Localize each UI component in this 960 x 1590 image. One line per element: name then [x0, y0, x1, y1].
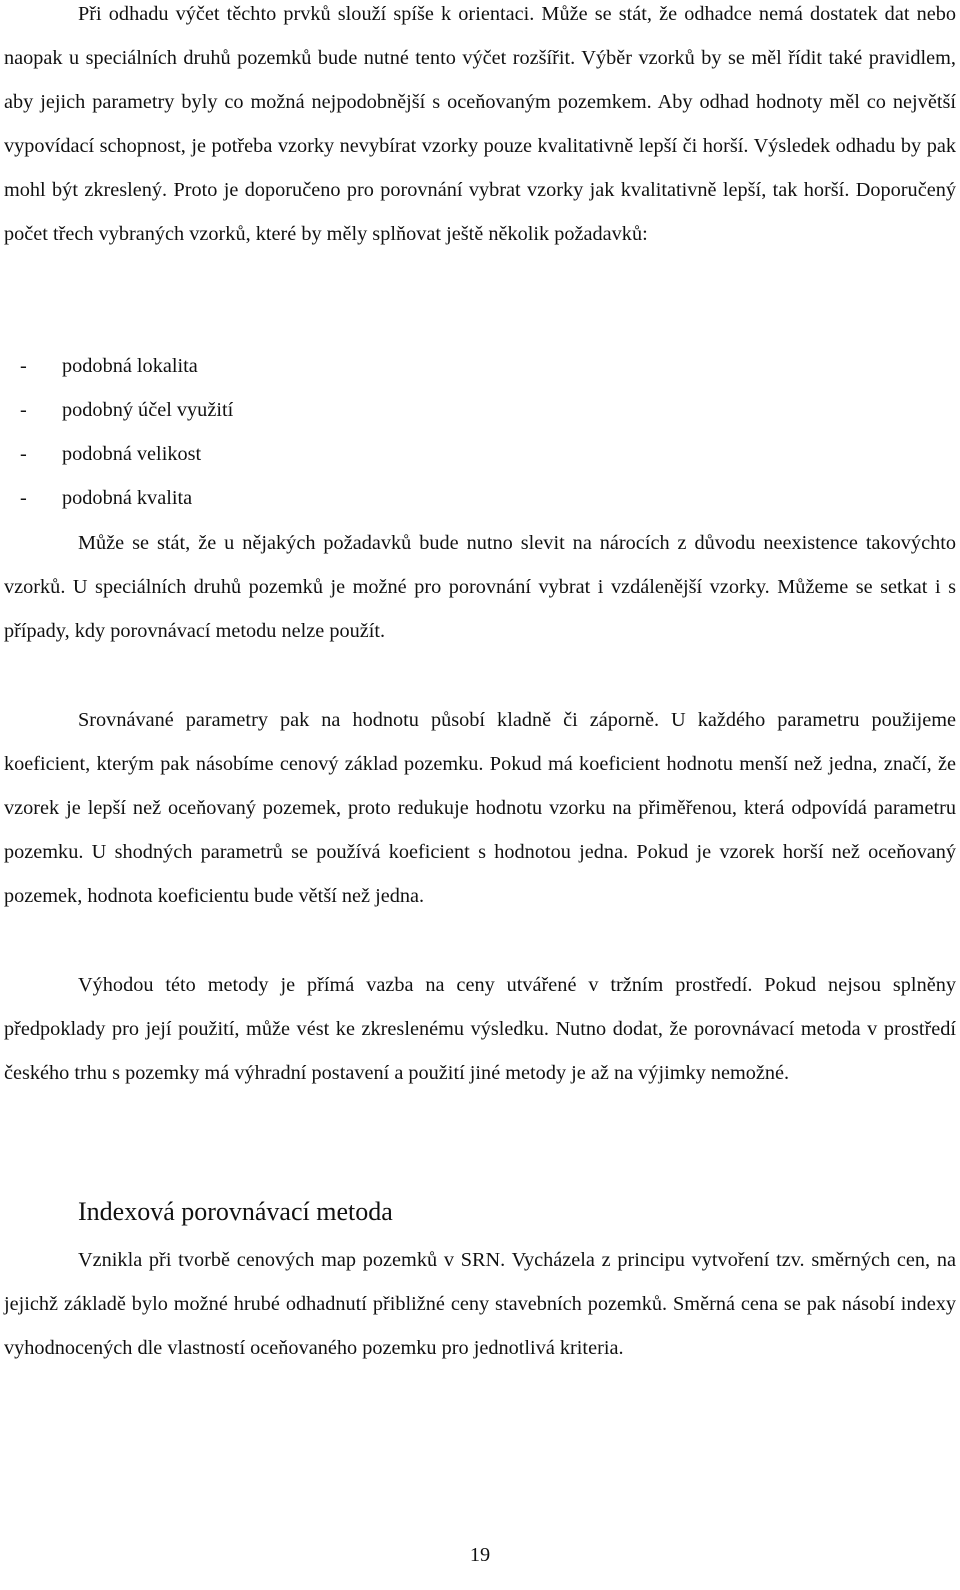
paragraph-method-advantages: Výhodou této metody je přímá vazba na ceny utvářené v tržním prostředí. Pokud nejsou splněny předpoklady pro její použití, může vést ke zkreslenému výsledku. Nutno dodat, že porovnávací metoda v prostředí českého trhu s pozemky má výhradní postavení a použití jiné metody je až na výjimky nemožné.: [4, 974, 956, 1085]
requirements-list: [4, 344, 233, 520]
list-bullet: -: [20, 487, 27, 510]
list-item: [4, 388, 233, 432]
list-item: [4, 432, 233, 476]
list-bullet: -: [20, 443, 27, 466]
list-item-text: podobná lokalita: [62, 355, 198, 377]
list-item-text: podobná velikost: [62, 443, 202, 466]
paragraph-requirement-relaxation: Může se stát, že u nějakých požadavků bude nutno slevit na nárocích z důvodu neexistence takovýchto vzorků. U speciálních druhů pozemků je možné pro porovnání vybrat i vzdálenější vzorky. Můžeme se setkat i s případy, kdy porovnávací metodu nelze použít.: [4, 532, 956, 643]
list-bullet: -: [20, 355, 27, 377]
list-item-text: podobný účel využití: [62, 399, 234, 422]
paragraph-parameter-coefficients: Srovnávané parametry pak na hodnotu působí kladně či záporně. U každého parametru použijeme koeficient, kterým pak násobíme cenový základ pozemku. Pokud má koeficient hodnotu menší než jedna, značí, že vzorek je lepší než oceňovaný pozemek, proto redukuje hodnotu vzorku na přiměřenou, která odpovídá parametru pozemku. U shodných parametrů se používá koeficient s hodnotou jedna. Pokud je vzorek horší než oceňovaný pozemek, hodnota koeficientu bude větší než jedna.: [4, 709, 956, 908]
section-heading: Indexová porovnávací metoda: [78, 1197, 393, 1226]
list-bullet: -: [20, 399, 27, 422]
list-item: [4, 344, 233, 388]
page-number: 19: [469, 1544, 491, 1566]
list-item-text: podobná kvalita: [62, 487, 193, 510]
paragraph-index-method: Vznikla při tvorbě cenových map pozemků v SRN. Vycházela z principu vytvoření tzv. směrných cen, na jejichž základě bylo možné hrubé odhadnutí přibližné ceny stavebních pozemků. Směrná cena se pak násobí indexy vyhodnocených dle vlastností oceňovaného pozemku pro jednotlivá kriteria.: [4, 1249, 956, 1360]
paragraph-sample-selection: Při odhadu výčet těchto prvků slouží spíše k orientaci. Může se stát, že odhadce nemá dostatek dat nebo naopak u speciálních druhů pozemků bude nutné tento výčet rozšířit. Výběr vzorků by se měl řídit také pravidlem, aby jejich parametry byly co možná nejpodobnější s oceňovaným pozemkem. Aby odhad hodnoty měl co největší vypovídací schopnost, je potřeba vzorky nevybírat vzorky pouze kvalitativně lepší či horší. Výsledek odhadu by pak mohl být zkreslený. Proto je doporučeno pro porovnání vybrat vzorky jak kvalitativně lepší, tak horší. Doporučený počet třech vybraných vzorků, které by měly splňovat ještě několik požadavků:: [4, 3, 956, 246]
list-item: [4, 476, 233, 520]
